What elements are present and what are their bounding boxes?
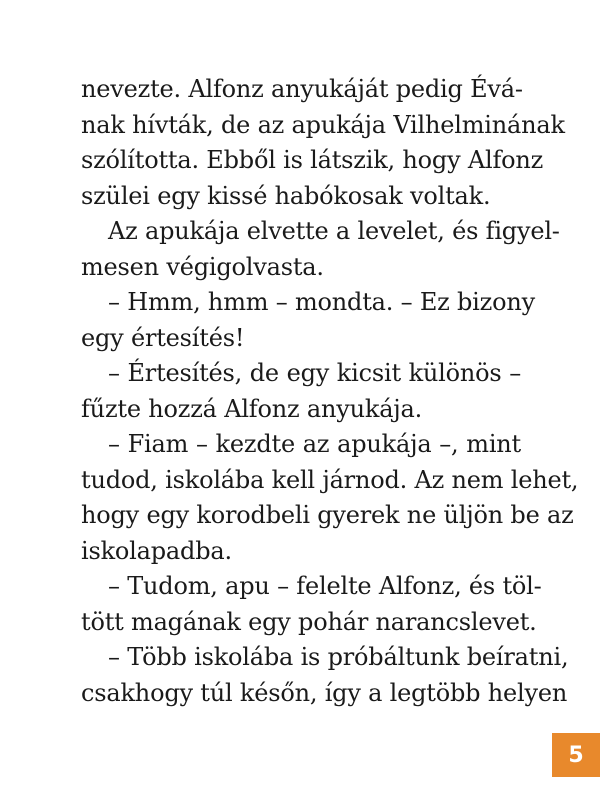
text-line: hogy egy korodbeli gyerek ne üljön be az [81, 501, 574, 529]
text-line: tudod, iskolába kell járnod. Az nem lehet, [81, 465, 579, 494]
text-line: nak hívták, de az apukája Vilhelminának [81, 110, 565, 139]
text-line: – Tudom, apu – felelte Alfonz, és töl- [108, 572, 542, 600]
body-text [81, 72, 579, 711]
text-line: szülei egy kissé habókosak voltak. [81, 181, 491, 210]
text-line: fűzte hozzá Alfonz anyukája. [81, 394, 423, 423]
text-line: tött magának egy pohár narancslevet. [81, 607, 537, 636]
text-line: – Több iskolába is próbáltunk beíratni, [108, 643, 569, 671]
text-line: iskolapadba. [81, 536, 232, 565]
page-number-badge [552, 733, 600, 777]
text-line: mesen végigolvasta. [81, 252, 324, 281]
text-line: egy értesítés! [81, 323, 245, 352]
text-line: szólította. Ebből is látszik, hogy Alfonz [81, 146, 544, 174]
page-number: 5 [568, 742, 584, 768]
text-line: – Hmm, hmm – mondta. – Ez bizony [108, 288, 535, 316]
text-line: – Értesítés, de egy kicsit különös – [108, 359, 521, 387]
text-line: csakhogy túl későn, így a legtöbb helyen [81, 678, 568, 707]
text-line: nevezte. Alfonz anyukáját pedig Évá- [81, 75, 523, 103]
text-line: – Fiam – kezdte az apukája –, mint [108, 430, 521, 458]
text-line: Az apukája elvette a levelet, és figyel- [108, 217, 560, 245]
